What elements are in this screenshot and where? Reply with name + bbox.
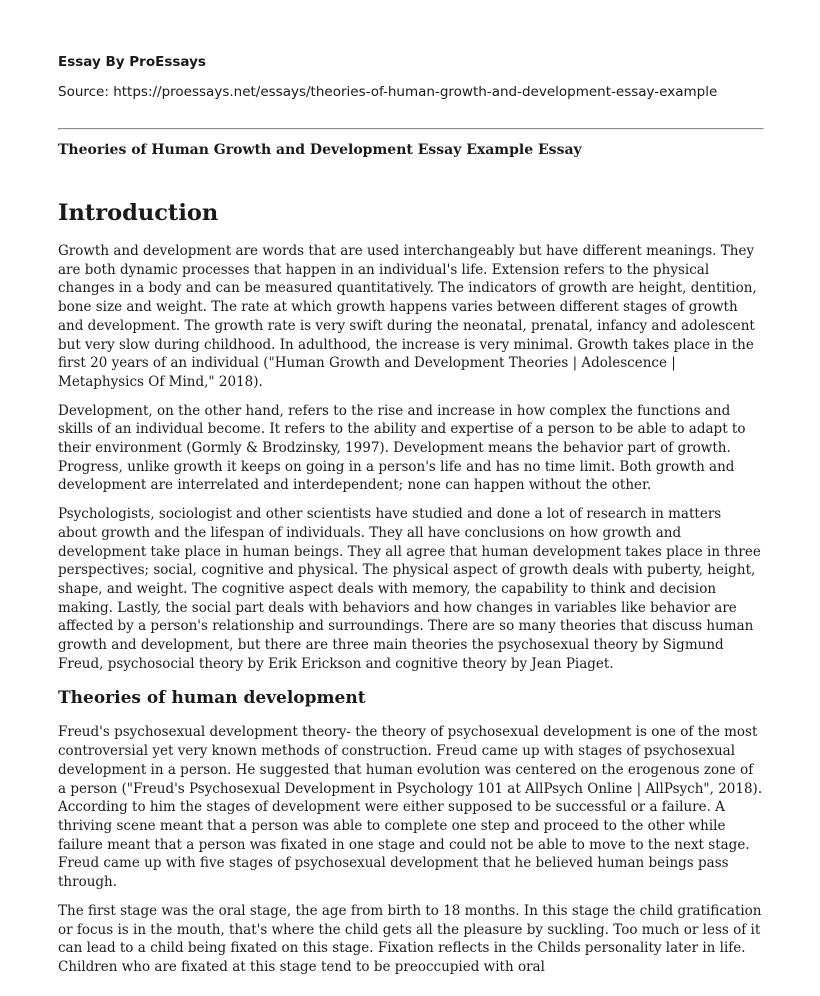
- essay-byline: Essay By ProEssays: [58, 54, 206, 70]
- body-paragraph: The first stage was the oral stage, the age from birth to 18 months. In this stage the child gratification or focus is in the mouth, that's where the child gets all the pleasure by suckling. Too much or less of it can lead to a child being fixated on this stage. Fixation reflects in the Childs personality later in life. Children who are fixated at this stage tend to be preoccupied with oral: [58, 902, 762, 975]
- section-heading-introduction: Introduction: [58, 200, 219, 226]
- header-divider: [58, 128, 764, 130]
- body-paragraph: Freud's psychosexual development theory- the theory of psychosexual development is one of the most controversial yet very known methods of construction. Freud came up with stages of psychosexual development in a person. He suggested that human evolution was centered on the erogenous zone of a person ("Freud's Psychosexual Development in Psychology 101 at AllPsych Online | AllPsych", 2018). According to him the stages of development were either supposed to be successful or a failure. A thriving scene meant that a person was able to complete one step and proceed to the other while failure meant that a person was fixated in one stage and could not be able to move to the next stage. Freud came up with five stages of psychosexual development that he believed human beings pass through.: [58, 724, 763, 891]
- body-paragraph: Growth and development are words that are used interchangeably but have different meanings. They are both dynamic processes that happen in an individual's life. Extension refers to the physical changes in a body and can be measured quantitatively. The indicators of growth are height, dentition, bone size and weight. The rate at which growth happens varies between different stages of growth and development. The growth rate is very swift during the neonatal, prenatal, infancy and adolescent but very slow during childhood. In adulthood, the increase is very minimal. Growth takes place in the first 20 years of an individual ("Human Growth and Development Theories | Adolescence | Metaphysics Of Mind," 2018).: [58, 243, 757, 390]
- source-url: Source: https://proessays.net/essays/theories-of-human-growth-and-development-essay-example: [58, 84, 718, 100]
- document-title: Theories of Human Growth and Development Essay Example Essay: [58, 142, 582, 158]
- body-paragraph: Psychologists, sociologist and other scientists have studied and done a lot of research in matters about growth and the lifespan of individuals. They all have conclusions on how growth and development take place in human beings. They all agree that human development takes place in three perspectives; social, cognitive and physical. The physical aspect of growth deals with puberty, height, shape, and weight. The cognitive aspect deals with memory, the capability to think and decision making. Lastly, the social part deals with behaviors and how changes in variables like behavior are affected by a person's relationship and surroundings. There are so many theories that discuss human growth and development, but there are three main theories the psychosexual theory by Sigmund Freud, psychosocial theory by Erik Erickson and cognitive theory by Jean Piaget.: [58, 506, 761, 672]
- section-heading-theories: Theories of human development: [58, 688, 366, 709]
- essay-body: [58, 198, 764, 987]
- body-paragraph: Development, on the other hand, refers to the rise and increase in how complex the functions and skills of an individual become. It refers to the ability and expertise of a person to be able to adapt to their environment (Gormly & Brodzinsky, 1997). Development means the behavior part of growth. Progress, unlike growth it keeps on going in a person's life and has no time limit. Both growth and development are interrelated and interdependent; none can happen without the other.: [58, 402, 746, 494]
